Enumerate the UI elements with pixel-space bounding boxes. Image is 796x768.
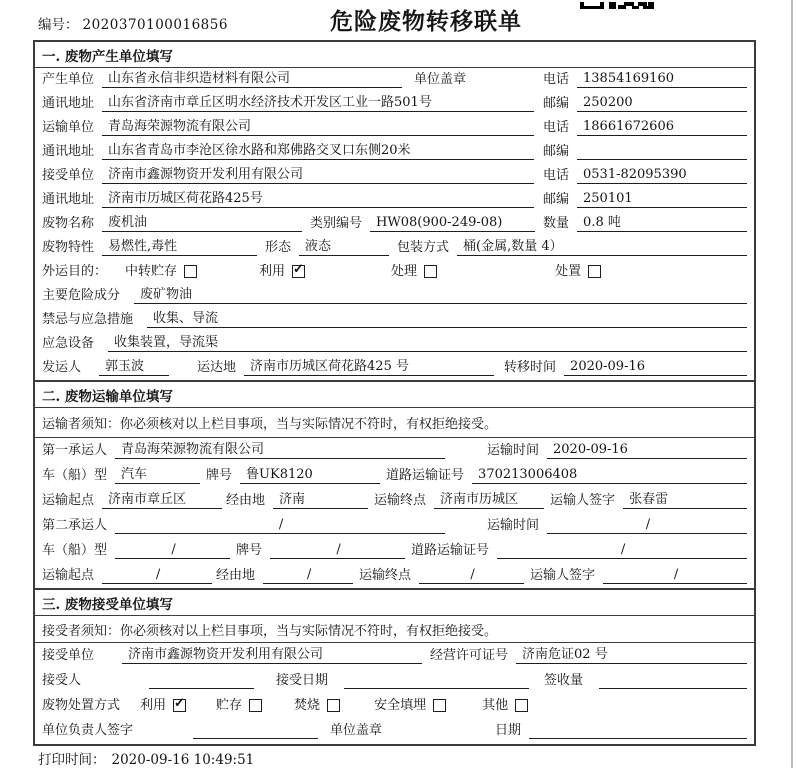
field-label: 电话 [542,72,569,87]
field-value [529,722,747,739]
serial-number [38,13,228,33]
field-label: 邮编 [542,192,569,207]
field-value: 桶(金属,数量 4） [457,239,747,256]
form-row [35,116,754,140]
field-label: 牌号 [206,468,233,483]
field-label: 第一承运人 [42,443,108,458]
print-time [38,748,254,768]
field-label: 外运目的： [42,264,108,279]
field-value: 250200 [577,95,747,112]
checkbox-label: 处理 [391,264,418,279]
field-value: 张春雷 [623,492,747,509]
section-notice: 接受者须知：你必须核对以上栏目事项，当与实际情况不符时，有权拒绝接受。 [35,616,754,643]
field-value: / [102,567,212,584]
field-value: 废机油 [102,215,302,232]
field-label: 形态 [265,240,292,255]
form-section [35,588,754,743]
field-value: / [270,542,405,559]
checkbox-label: 利用 [140,698,167,713]
field-value: 0531-82095390 [577,167,747,184]
field-label: 接受单位 [42,648,95,663]
field-label: 运输时间 [486,518,539,533]
form-row [35,356,754,380]
checkbox [374,698,446,714]
field-value: 易燃性,毒性 [102,239,257,256]
field-label: 接受人 [42,673,82,688]
field-label: 运输人签字 [530,568,596,583]
checkbox-unchecked-icon [515,699,528,712]
field-label: 电话 [542,120,569,135]
field-label: 道路运输证号 [411,543,490,558]
checkbox [259,264,305,280]
field-label: 运达地 [197,360,237,375]
field-value: 鲁UK8120 [240,467,380,484]
checkbox [216,698,262,714]
form-row [35,308,754,332]
section-header: 二. 废物运输单位填写 [35,380,754,408]
field-label: 运输单位 [42,120,95,135]
field-label: 单位负责人签字 [42,723,134,738]
checkbox-unchecked-icon [433,699,446,712]
field-value [149,672,254,689]
checkbox-label: 中转贮存 [125,264,178,279]
field-value: 液态 [299,239,389,256]
form-row [35,643,754,668]
field-value [599,672,747,689]
field-label: 数量 [543,216,570,231]
field-label: 运输人签字 [550,493,616,508]
field-value: 山东省济南市章丘区明水经济技术开发区工业一路501号 [102,95,534,112]
field-label: 接受单位 [42,168,95,183]
page-edge-line [791,0,793,768]
form-section [35,380,754,588]
field-value: / [115,542,230,559]
field-value: / [547,517,747,534]
field-label: 运输终点 [374,493,427,508]
field-value: / [115,517,445,534]
checkbox [555,264,601,280]
field-label: 经营许可证号 [430,648,509,663]
checkbox-label: 其他 [482,698,509,713]
print-time-label: 打印时间： [38,752,106,768]
field-label: 通讯地址 [42,192,95,207]
field-value [344,672,529,689]
transfer-form [33,40,756,746]
field-label: 单位盖章 [414,72,467,87]
field-value: / [497,542,747,559]
field-label: 车（船）型 [42,468,108,483]
field-label: 禁忌与应急措施 [42,312,134,327]
form-row [35,718,754,743]
field-label: 运输起点 [42,493,95,508]
field-label: 转移时间 [504,360,557,375]
field-label: 发运人 [42,360,82,375]
field-value: 济南市历城区荷花路425 号 [244,359,494,376]
field-value: 收集、导流 [147,311,747,328]
checkbox-label: 焚烧 [294,698,321,713]
field-label: 单位盖章 [330,723,383,738]
form-row [35,92,754,116]
checkbox-label: 处置 [555,264,582,279]
field-label: 邮编 [542,96,569,111]
checkbox-unchecked-icon [588,265,601,278]
field-label: 通讯地址 [42,144,95,159]
field-label: 废物特性 [42,240,95,255]
field-value: 济南市章丘区 [102,492,222,509]
field-label: 牌号 [236,543,263,558]
form-row [35,140,754,164]
checkbox-checked-icon [292,265,305,278]
field-value: 山东省永信非织造材料有限公司 [102,71,402,88]
checkbox [125,264,197,280]
field-value: / [263,567,353,584]
field-label: 第二承运人 [42,518,108,533]
form-row [35,693,754,718]
field-label: 道路运输证号 [386,468,465,483]
field-value: 0.8 吨 [577,215,747,232]
field-value: 济南市历城区 [434,492,544,509]
section-header: 一. 废物产生单位填写 [35,42,754,68]
checkbox-unchecked-icon [249,699,262,712]
field-label: 运输终点 [359,568,412,583]
field-value: 汽车 [115,467,200,484]
field-value: 青岛海荣源物流有限公司 [102,119,534,136]
qr-code-icon [580,0,656,9]
serial-label: 编号： [38,17,79,33]
field-label: 经由地 [226,493,266,508]
field-label: 通讯地址 [42,96,95,111]
field-value: 废矿物油 [134,287,747,304]
field-label: 包装方式 [397,240,450,255]
field-value: / [419,567,524,584]
form-row [35,463,754,488]
checkbox [294,698,340,714]
field-value: 郭玉波 [99,359,169,376]
form-row [35,538,754,563]
field-value [193,722,318,739]
form-row [35,236,754,260]
field-value: 18661672606 [577,119,747,136]
form-row [35,438,754,463]
checkbox-label: 利用 [259,264,286,279]
form-row [35,260,754,284]
checkbox [140,698,186,714]
page-title: 危险废物转移联单 [330,8,522,35]
field-value: 2020-09-16 [547,442,747,459]
checkbox-checked-icon [173,699,186,712]
field-label: 类别编号 [310,216,363,231]
form-row [35,513,754,538]
section-notice: 运输者须知：你必须核对以上栏目事项，当与实际情况不符时，有权拒绝接受。 [35,408,754,438]
field-value: 2020-09-16 [564,359,747,376]
field-label: 邮编 [542,144,569,159]
field-value: 济南市鑫源物资开发利用有限公司 [122,647,422,664]
field-label: 应急设备 [42,336,95,351]
field-label: 运输时间 [486,443,539,458]
field-value: 青岛海荣源物流有限公司 [115,442,445,459]
checkbox-unchecked-icon [424,265,437,278]
form-row [35,332,754,356]
field-value: 山东省青岛市李沧区徐水路和郑佛路交叉口东侧20米 [102,143,534,160]
checkbox-label: 安全填埋 [374,698,427,713]
field-value: 收集装置，导流渠 [108,335,747,352]
form-row [35,164,754,188]
form-row [35,68,754,92]
field-value: 济南市历城区荷花路425号 [102,191,534,208]
field-label: 产生单位 [42,72,95,87]
form-row [35,284,754,308]
field-value: 济南危证02 号 [516,647,747,664]
field-value: HW08(900-249-08) [370,215,535,232]
field-label: 主要危险成分 [42,288,121,303]
field-value: 济南 [273,492,368,509]
field-value: 济南市鑫源物资开发利用有限公司 [102,167,534,184]
form-row [35,668,754,693]
field-label: 经由地 [216,568,256,583]
checkbox-unchecked-icon [327,699,340,712]
field-label: 废物处置方式 [42,698,121,713]
form-row [35,188,754,212]
field-label: 废物名称 [42,216,95,231]
field-label: 车（船）型 [42,543,108,558]
checkbox-unchecked-icon [184,265,197,278]
field-value: 250101 [577,191,747,208]
form-section [35,42,754,380]
serial-value: 2020370100016856 [82,17,228,33]
field-value: 13854169160 [577,71,747,88]
field-label: 签收量 [544,673,584,688]
field-value: 370213006408 [472,467,747,484]
checkbox [482,698,528,714]
form-row [35,563,754,588]
form-row [35,488,754,513]
section-header: 三. 废物接受单位填写 [35,588,754,616]
field-label: 日期 [495,723,522,738]
checkbox [391,264,437,280]
checkbox-label: 贮存 [216,698,243,713]
field-label: 接受日期 [276,673,329,688]
field-label: 运输起点 [42,568,95,583]
form-row [35,212,754,236]
field-label: 电话 [542,168,569,183]
print-time-value: 2020-09-16 10:49:51 [111,752,255,768]
field-value: / [603,567,747,584]
field-value [577,143,747,160]
